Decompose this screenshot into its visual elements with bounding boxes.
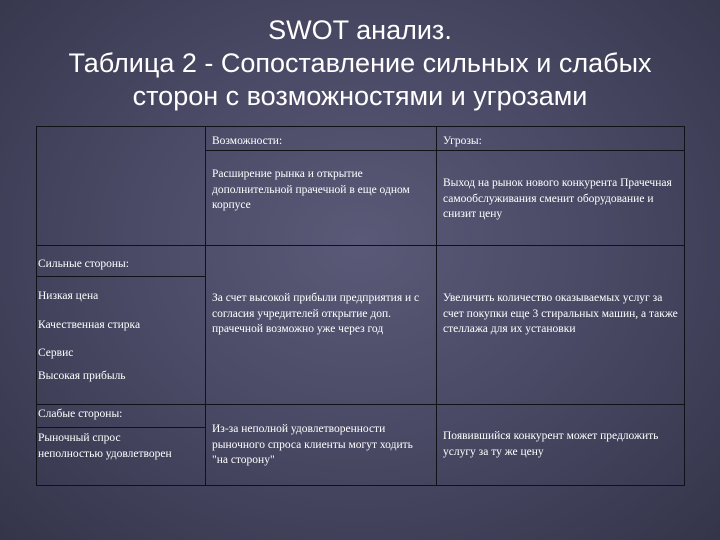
- strength-item-3: Сервис: [38, 347, 74, 359]
- strength-item-2: Качественная стирка: [38, 319, 141, 331]
- strength-item-1: Низкая цена: [38, 290, 99, 302]
- weaknesses-heading: Слабые стороны:: [38, 408, 123, 420]
- header-opportunities: Возможности:: [212, 135, 283, 147]
- title-line-3: сторон с возможностями и угрозами: [132, 81, 588, 111]
- cell-threat-new-competitor: Выход на рынок нового конкурента Прачечная самообслуживания сменит оборудование и снизит цену: [443, 177, 672, 220]
- strength-item-4: Высокая прибыль: [38, 370, 126, 382]
- slide-title: [0, 14, 720, 113]
- weakness-item-1: Рыночный спрос неполностью удовлетворен: [38, 432, 172, 460]
- title-line-2: Таблица 2 - Сопоставление сильных и слабых: [68, 48, 652, 78]
- header-threats: Угрозы:: [443, 135, 482, 147]
- cell-strength-threat: Увеличить количество оказываемых услуг за счет покупки еще 3 стиральных машин, а также стеллажа для их установки: [443, 292, 678, 335]
- cell-weakness-threat: Появившийся конкурент может предложить услугу за ту же цену: [443, 430, 659, 458]
- cell-weakness-opportunity: Из-за неполной удовлетворенности рыночного спроса клиенты могут ходить "на сторону": [212, 423, 413, 466]
- cell-strength-opportunity: За счет высокой прибыли предприятия и с согласия учредителей открытие доп. прачечной возможно уже через год: [212, 292, 420, 335]
- strengths-heading: Сильные стороны:: [38, 258, 129, 270]
- title-line-1: SWOT анализ.: [268, 15, 452, 45]
- cell-opportunity-market-expansion: Расширение рынка и открытие дополнительной прачечной в еще одном корпусе: [212, 168, 410, 211]
